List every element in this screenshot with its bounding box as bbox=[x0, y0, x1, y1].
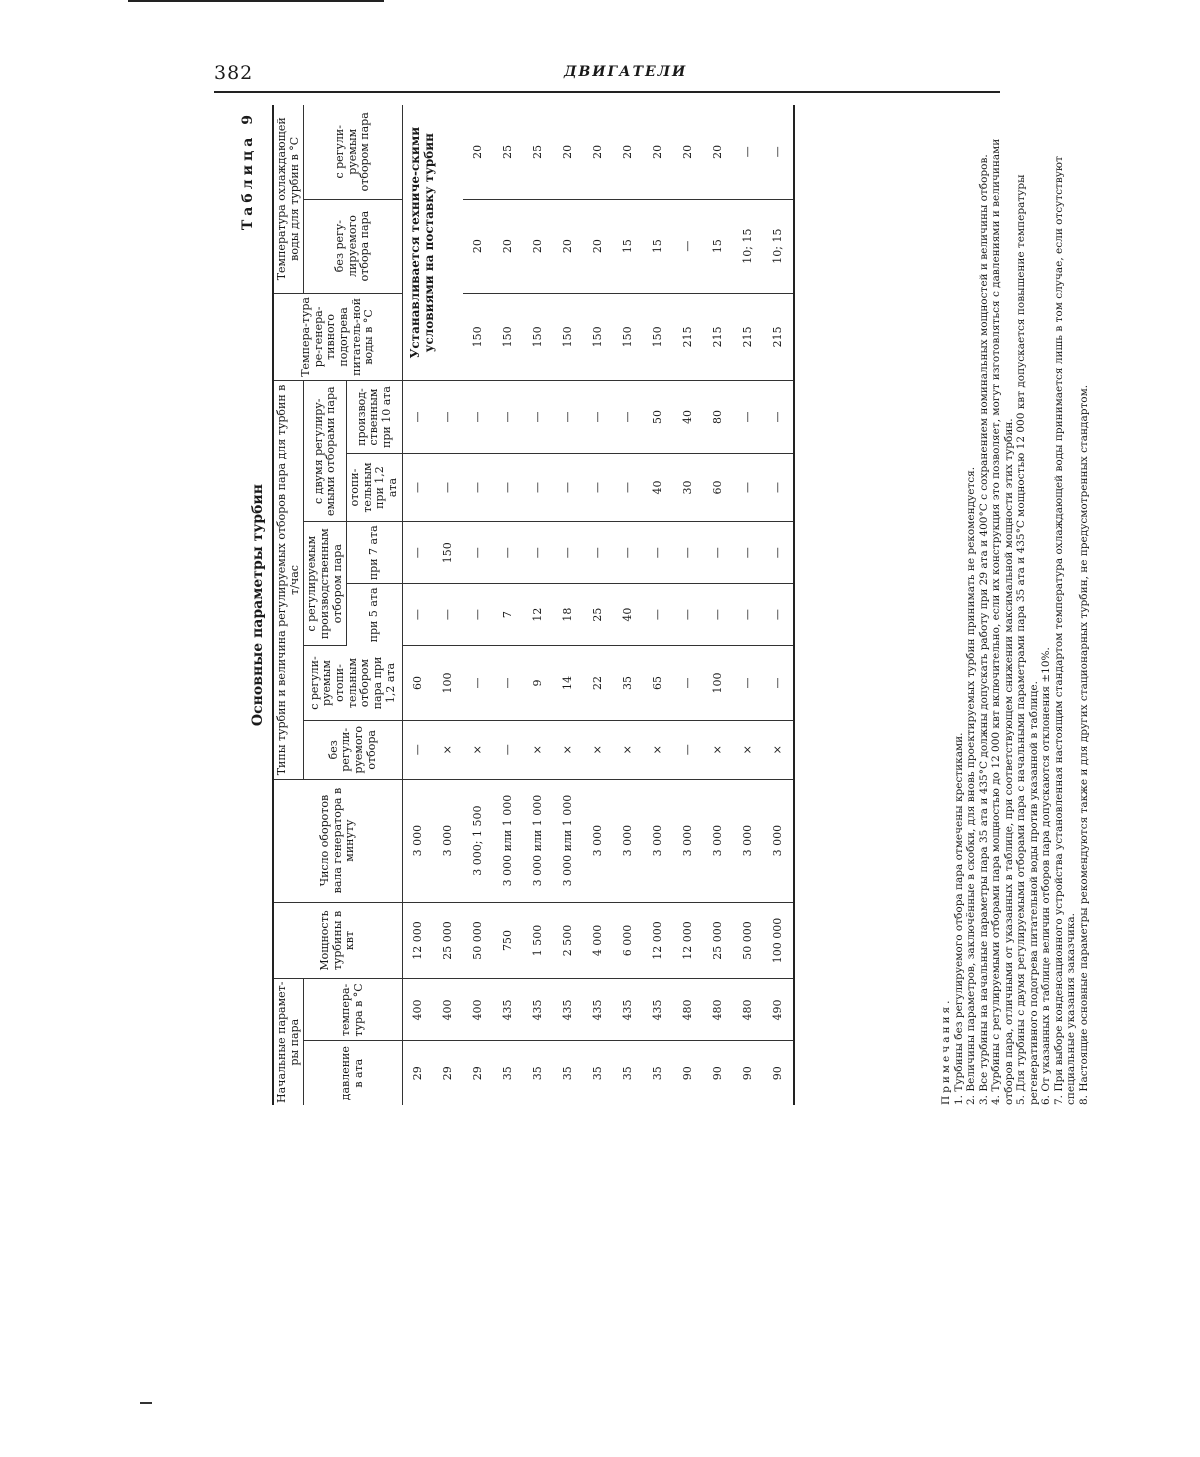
cell-cooling-reg: 20 bbox=[643, 105, 673, 199]
cell-prod-5: 40 bbox=[613, 584, 643, 646]
cell-no-extraction: — bbox=[673, 720, 703, 779]
cell-heating: — bbox=[763, 646, 794, 721]
cell-pressure: 35 bbox=[531, 1066, 545, 1081]
cell-pressure: 90 bbox=[763, 1041, 794, 1105]
cell-temperature: 435 bbox=[553, 979, 583, 1041]
cell-prod-5: — bbox=[703, 584, 733, 646]
cell-temperature: 400 bbox=[463, 979, 493, 1041]
table-row bbox=[673, 105, 703, 1105]
cell-prod-7: — bbox=[613, 522, 643, 584]
cell-pressure: 29 bbox=[441, 1066, 455, 1081]
cell-rpm: 3 000; 1 500 bbox=[463, 779, 493, 902]
cell-temperature: 490 bbox=[763, 979, 794, 1041]
cell-temperature: 400 bbox=[402, 979, 433, 1041]
cell-prod-5: — bbox=[402, 584, 433, 646]
cell-power: 12 000 bbox=[643, 902, 673, 979]
cell-prod-5: — bbox=[733, 584, 763, 646]
table-title: Основные параметры турбин bbox=[250, 483, 266, 727]
cell-no-extraction: — bbox=[402, 720, 433, 779]
cell-two-heating: — bbox=[553, 453, 583, 521]
group-turbine-types: Типы турбин и величина регулируемых отборов пара для турбин в т/час bbox=[273, 381, 304, 779]
cell-two-production: — bbox=[733, 381, 763, 454]
cell-two-production: — bbox=[402, 381, 433, 454]
cell-cooling-no-reg: 20 bbox=[493, 199, 523, 293]
cell-two-production: — bbox=[493, 381, 523, 454]
cell-power: 4 000 bbox=[583, 902, 613, 979]
cell-cooling-no-reg: 15 bbox=[613, 199, 643, 293]
cell-cooling-no-reg: 15 bbox=[703, 199, 733, 293]
cell-heating: — bbox=[733, 646, 763, 721]
cell-no-extraction: × bbox=[763, 720, 794, 779]
cell-two-heating: — bbox=[493, 453, 523, 521]
cell-cooling-no-reg: 20 bbox=[553, 199, 583, 293]
cell-feedwater-temp: 150 bbox=[553, 293, 583, 381]
cell-cooling-reg: 25 bbox=[493, 105, 523, 199]
rotated-table-block bbox=[240, 105, 1090, 1105]
group-initial-params: Начальные парамет-ры пара bbox=[273, 979, 304, 1105]
cell-prod-7: — bbox=[493, 522, 523, 584]
cell-temperature: 480 bbox=[733, 979, 763, 1041]
cell-cooling-no-reg: 10; 15 bbox=[763, 199, 794, 293]
cell-prod-5: — bbox=[463, 584, 493, 646]
cell-power: 100 000 bbox=[763, 902, 794, 979]
col-two-heating: отопи-тельным при 1,2 ата bbox=[347, 453, 403, 521]
turbine-parameters-table bbox=[272, 105, 795, 1105]
cell-pressure: 90 bbox=[681, 1066, 695, 1081]
note-item: 5. Для турбины с двумя регулируемыми отборами пара с начальными параметрами пара 35 ата и 435°С мощностью 12 000 квт допускается повышение температуры регенеративного подогрева питательной воды против указанной в таблице. bbox=[1015, 174, 1040, 1105]
table-row bbox=[463, 105, 493, 1105]
cell-prod-7: — bbox=[733, 522, 763, 584]
note-item: 3. Все турбины на начальные параметры пара 35 ата и 435°С должны допускать работу при 29 ата и 400°С с сохранением номинальных мощностей и величины отборов. bbox=[977, 154, 990, 1105]
cell-rpm: 3 000 или 1 000 bbox=[493, 779, 523, 902]
cell-no-extraction: × bbox=[523, 720, 553, 779]
cell-two-heating: — bbox=[583, 453, 613, 521]
cell-heating: 14 bbox=[553, 646, 583, 721]
cell-two-heating: — bbox=[463, 453, 493, 521]
note-item: 2. Величины параметров, заключённые в скобки, для вновь проектируемых турбин принимать не рекомендуется. bbox=[965, 466, 977, 1105]
cell-prod-5: — bbox=[433, 584, 463, 646]
margin-mark bbox=[140, 1402, 152, 1404]
cell-cooling-no-reg: 20 bbox=[583, 199, 613, 293]
cell-prod-5: 25 bbox=[583, 584, 613, 646]
cell-rpm: 3 000 bbox=[583, 779, 613, 902]
cell-power: 1 500 bbox=[523, 902, 553, 979]
cell-two-production: — bbox=[523, 381, 553, 454]
cell-prod-5: 7 bbox=[493, 584, 523, 646]
group-two-extractions: с двумя регулиру-емыми отборами пара bbox=[304, 381, 347, 522]
col-power: Мощность турбины в квт bbox=[273, 902, 402, 979]
cell-heating: 60 bbox=[402, 646, 433, 721]
cell-two-production: 40 bbox=[673, 381, 703, 454]
cell-temperature: 435 bbox=[523, 979, 553, 1041]
cell-temperature: 480 bbox=[703, 979, 733, 1041]
cell-prod-7: — bbox=[553, 522, 583, 584]
col-feedwater-temp: Темпера-тура ре-генера-тивного подогрева питатель-ной воды в °С bbox=[273, 293, 402, 381]
cell-no-extraction: × bbox=[583, 720, 613, 779]
cell-temperature: 435 bbox=[493, 979, 523, 1041]
cell-feedwater-temp: 150 bbox=[523, 293, 553, 381]
cell-cooling-reg: — bbox=[733, 105, 763, 199]
cell-no-extraction: × bbox=[613, 720, 643, 779]
cell-pressure: 35 bbox=[621, 1066, 635, 1081]
cell-heating: 65 bbox=[643, 646, 673, 721]
header-rule bbox=[214, 91, 1000, 93]
cell-feedwater-temp: 150 bbox=[493, 293, 523, 381]
cell-prod-5: 18 bbox=[553, 584, 583, 646]
table-row bbox=[643, 105, 673, 1105]
cell-two-heating: — bbox=[733, 453, 763, 521]
cell-no-extraction: × bbox=[463, 720, 493, 779]
cell-prod-7: — bbox=[463, 522, 493, 584]
cell-cooling-reg: 20 bbox=[553, 105, 583, 199]
cell-two-production: — bbox=[763, 381, 794, 454]
note-item: 4. Турбины с регулируемыми отборами пара мощностью до 12 000 квт включительно, если их конструкция это позволяет, могут изготовляться с давлениями и величинами отборов пара, отличными от указанных в таблице, при соответствующем снижении максимальной мощности этих турбин. bbox=[990, 138, 1015, 1105]
running-header bbox=[214, 62, 1000, 92]
col-prod-5: при 5 ата bbox=[347, 584, 403, 646]
cell-rpm: 3 000 bbox=[643, 779, 673, 902]
cell-feedwater-temp: 150 bbox=[643, 293, 673, 381]
cell-heating: 100 bbox=[703, 646, 733, 721]
col-heating-extraction: с регули-руемым отопи-тельным отбором пара при 1,2 ата bbox=[304, 646, 402, 721]
cell-feedwater-temp: 150 bbox=[583, 293, 613, 381]
cell-prod-5: 12 bbox=[523, 584, 553, 646]
cell-heating: 22 bbox=[583, 646, 613, 721]
cell-two-heating: 40 bbox=[643, 453, 673, 521]
cell-prod-5: — bbox=[763, 584, 794, 646]
cell-power: 12 000 bbox=[402, 902, 433, 979]
cell-two-heating: 30 bbox=[673, 453, 703, 521]
cell-prod-7: — bbox=[523, 522, 553, 584]
cell-prod-7: 150 bbox=[433, 522, 463, 584]
table-row bbox=[553, 105, 583, 1105]
cell-cooling-no-reg: 15 bbox=[643, 199, 673, 293]
cell-rpm: 3 000 bbox=[402, 779, 433, 902]
cell-power: 25 000 bbox=[703, 902, 733, 979]
cell-prod-7: — bbox=[673, 522, 703, 584]
cell-prod-7: — bbox=[703, 522, 733, 584]
table-row bbox=[583, 105, 613, 1105]
cell-prod-5: — bbox=[673, 584, 703, 646]
col-rpm: Число оборотов вала генератора в минуту bbox=[273, 779, 402, 902]
cell-two-production: — bbox=[463, 381, 493, 454]
cell-cooling-reg: 20 bbox=[613, 105, 643, 199]
col-cooling-no-reg: без регу-лируемого отбора пара bbox=[304, 199, 402, 293]
merged-tech-conditions-note: Устанавливается техниче-скими условиями на поставку турбин bbox=[402, 105, 463, 381]
table-row bbox=[703, 105, 733, 1105]
cell-rpm: 3 000 bbox=[673, 779, 703, 902]
cell-rpm: 3 000 bbox=[763, 779, 794, 902]
cell-rpm: 3 000 bbox=[733, 779, 763, 902]
cell-temperature: 435 bbox=[583, 979, 613, 1041]
table-row bbox=[523, 105, 553, 1105]
running-title: ДВИГАТЕЛИ bbox=[564, 64, 688, 80]
cell-feedwater-temp: 215 bbox=[733, 293, 763, 381]
cell-two-production: 50 bbox=[643, 381, 673, 454]
cell-prod-7: — bbox=[643, 522, 673, 584]
cell-pressure: 35 bbox=[591, 1066, 605, 1081]
cell-cooling-no-reg: 20 bbox=[463, 199, 493, 293]
cell-temperature: 400 bbox=[433, 979, 463, 1041]
cell-power: 50 000 bbox=[733, 902, 763, 979]
col-no-extraction: без регули-руемого отбора bbox=[304, 720, 402, 779]
cell-feedwater-temp: 150 bbox=[463, 293, 493, 381]
cell-power: 750 bbox=[493, 902, 523, 979]
cell-no-extraction: × bbox=[433, 720, 463, 779]
cell-heating: 9 bbox=[523, 646, 553, 721]
table-row bbox=[402, 105, 433, 1105]
cell-two-heating: — bbox=[763, 453, 794, 521]
cell-rpm: 3 000 bbox=[433, 779, 463, 902]
cell-two-production: — bbox=[583, 381, 613, 454]
cell-two-production: — bbox=[553, 381, 583, 454]
cell-pressure: 90 bbox=[741, 1066, 755, 1081]
cell-power: 25 000 bbox=[433, 902, 463, 979]
table-row bbox=[493, 105, 523, 1105]
cell-pressure: 29 bbox=[471, 1066, 485, 1081]
cell-two-production: — bbox=[433, 381, 463, 454]
note-item: 6. От указанных в таблице величин отборов пара допускаются отклонения ±10%. bbox=[1040, 647, 1052, 1105]
group-cooling-water: Температура охлаждающей воды для турбин в °С bbox=[273, 105, 304, 293]
cell-two-heating: — bbox=[433, 453, 463, 521]
cell-prod-7: — bbox=[583, 522, 613, 584]
cell-feedwater-temp: 150 bbox=[613, 293, 643, 381]
cell-power: 6 000 bbox=[613, 902, 643, 979]
cell-heating: 100 bbox=[433, 646, 463, 721]
cell-two-heating: — bbox=[613, 453, 643, 521]
cell-prod-5: — bbox=[643, 584, 673, 646]
cell-no-extraction: × bbox=[553, 720, 583, 779]
cell-heating: — bbox=[673, 646, 703, 721]
note-item: 8. Настоящие основные параметры рекомендуются также и для других стационарных турбин, не предусмотренных стандартом. bbox=[1077, 384, 1090, 1105]
cell-pressure: 35 bbox=[501, 1066, 515, 1081]
cell-two-heating: — bbox=[523, 453, 553, 521]
cell-pressure: 29 bbox=[411, 1066, 425, 1081]
cell-rpm: 3 000 bbox=[703, 779, 733, 902]
cell-heating: — bbox=[493, 646, 523, 721]
cell-no-extraction: — bbox=[493, 720, 523, 779]
cell-cooling-reg: 20 bbox=[703, 105, 733, 199]
cell-pressure: 35 bbox=[561, 1066, 575, 1081]
cell-no-extraction: × bbox=[703, 720, 733, 779]
top-rule bbox=[128, 0, 384, 2]
col-pressure: давление в ата bbox=[304, 1041, 402, 1105]
cell-feedwater-temp: 215 bbox=[703, 293, 733, 381]
table-row bbox=[733, 105, 763, 1105]
cell-pressure: 35 bbox=[651, 1066, 665, 1081]
note-item: 1. Турбины без регулируемого отбора пара отмечены крестиками. bbox=[952, 732, 965, 1105]
cell-power: 2 500 bbox=[553, 902, 583, 979]
cell-rpm: 3 000 или 1 000 bbox=[553, 779, 583, 902]
cell-pressure: 90 bbox=[711, 1066, 725, 1081]
col-temperature: темпера-тура в °С bbox=[304, 979, 402, 1041]
cell-temperature: 435 bbox=[643, 979, 673, 1041]
cell-cooling-no-reg: 10; 15 bbox=[733, 199, 763, 293]
table-row bbox=[763, 105, 794, 1105]
cell-no-extraction: × bbox=[733, 720, 763, 779]
cell-feedwater-temp: 215 bbox=[673, 293, 703, 381]
cell-prod-7: — bbox=[402, 522, 433, 584]
cell-power: 12 000 bbox=[673, 902, 703, 979]
notes-heading: Примечания. bbox=[940, 997, 952, 1105]
cell-cooling-reg: 20 bbox=[673, 105, 703, 199]
cell-feedwater-temp: 215 bbox=[763, 293, 794, 381]
cell-two-heating: 60 bbox=[703, 453, 733, 521]
cell-no-extraction: × bbox=[643, 720, 673, 779]
cell-cooling-no-reg: — bbox=[673, 199, 703, 293]
cell-temperature: 435 bbox=[613, 979, 643, 1041]
cell-cooling-no-reg: 20 bbox=[523, 199, 553, 293]
cell-cooling-reg: — bbox=[763, 105, 794, 199]
cell-prod-7: — bbox=[763, 522, 794, 584]
cell-rpm: 3 000 или 1 000 bbox=[523, 779, 553, 902]
table-row bbox=[613, 105, 643, 1105]
cell-heating: — bbox=[463, 646, 493, 721]
cell-temperature: 480 bbox=[673, 979, 703, 1041]
table-notes bbox=[940, 105, 1090, 1105]
cell-cooling-reg: 25 bbox=[523, 105, 553, 199]
table-number: Таблица 9 bbox=[240, 111, 256, 231]
cell-two-production: — bbox=[613, 381, 643, 454]
cell-two-heating: — bbox=[402, 453, 433, 521]
cell-two-production: 80 bbox=[703, 381, 733, 454]
cell-cooling-reg: 20 bbox=[463, 105, 493, 199]
group-production-extraction: с регулируемым производственным отбором пара bbox=[304, 522, 347, 646]
cell-power: 50 000 bbox=[463, 902, 493, 979]
cell-heating: 35 bbox=[613, 646, 643, 721]
cell-cooling-reg: 20 bbox=[583, 105, 613, 199]
note-item: 7. При выборе конденсационного устройства установленная настоящим стандартом температура охлаждающей воды принимается лишь в том случае, если отсутствуют специальные указания заказчика. bbox=[1052, 156, 1077, 1105]
cell-rpm: 3 000 bbox=[613, 779, 643, 902]
col-cooling-reg: с регули-руемым отбором пара bbox=[304, 105, 402, 199]
col-two-production: производ-ственным при 10 ата bbox=[347, 381, 403, 454]
col-prod-7: при 7 ата bbox=[347, 522, 403, 584]
page-number: 382 bbox=[214, 62, 254, 84]
